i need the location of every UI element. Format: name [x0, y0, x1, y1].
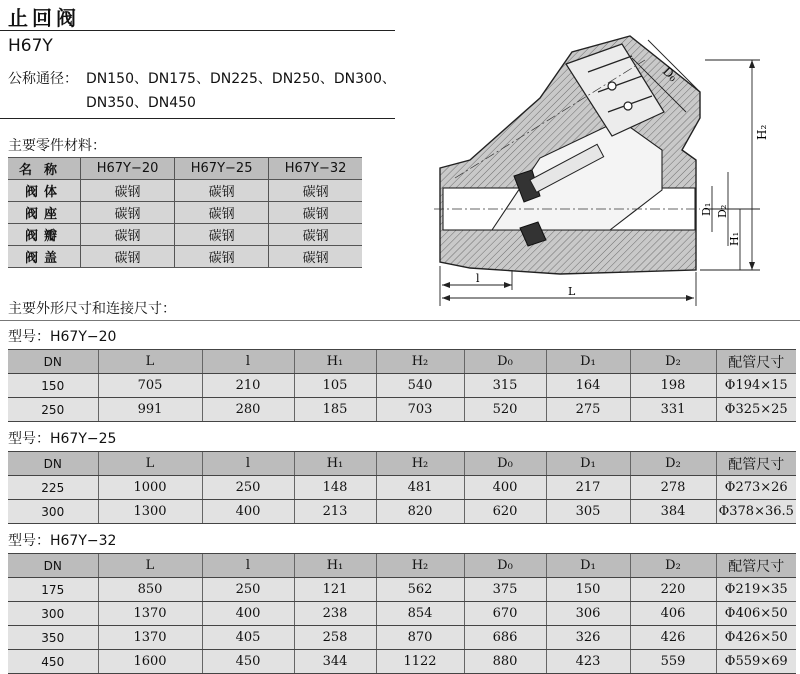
- column-header: D₂: [630, 350, 716, 374]
- cell: 300: [8, 500, 98, 524]
- label-h1: H₁: [728, 231, 741, 246]
- cell: 705: [98, 374, 202, 398]
- table-row: [8, 500, 796, 524]
- cell: 1370: [98, 602, 202, 626]
- cell: 306: [546, 602, 630, 626]
- cell: 400: [202, 500, 294, 524]
- cell: 870: [376, 626, 464, 650]
- nominal-diameter-values-1: DN150、DN175、DN225、DN250、DN300、: [86, 71, 396, 87]
- cell: 423: [546, 650, 630, 674]
- table-row: [8, 650, 796, 674]
- cell: 238: [294, 602, 376, 626]
- cell: 850: [98, 578, 202, 602]
- materials-row: [8, 246, 362, 268]
- materials-header-cell: H67Y−32: [269, 158, 362, 180]
- cell: 1000: [98, 476, 202, 500]
- cell: 121: [294, 578, 376, 602]
- material-cell: 碳钢: [175, 246, 269, 268]
- cell: 1300: [98, 500, 202, 524]
- column-header: DN: [8, 350, 98, 374]
- column-header: DN: [8, 554, 98, 578]
- column-header: D₁: [546, 452, 630, 476]
- dimension-header-row: [8, 554, 796, 578]
- cell: 105: [294, 374, 376, 398]
- part-name: 阀瓣: [8, 224, 81, 246]
- material-cell: 碳钢: [269, 224, 362, 246]
- part-name: 阀盖: [8, 246, 81, 268]
- column-header: DN: [8, 452, 98, 476]
- cell: 400: [202, 602, 294, 626]
- cell: 280: [202, 398, 294, 422]
- materials-row: [8, 224, 362, 246]
- materials-row: [8, 180, 362, 202]
- part-name: 阀体: [8, 180, 81, 202]
- cell: 300: [8, 602, 98, 626]
- label-l-small: l: [476, 272, 480, 285]
- cell: 426: [630, 626, 716, 650]
- column-header: L: [98, 452, 202, 476]
- cell: 481: [376, 476, 464, 500]
- cell: 225: [8, 476, 98, 500]
- table-row: [8, 626, 796, 650]
- cell: 250: [8, 398, 98, 422]
- cell: 305: [546, 500, 630, 524]
- dimension-header-row: [8, 452, 796, 476]
- column-header: D₀: [464, 554, 546, 578]
- cell: Φ378×36.5: [716, 500, 796, 524]
- cell: 384: [630, 500, 716, 524]
- cell: 258: [294, 626, 376, 650]
- cell: 185: [294, 398, 376, 422]
- cell: 670: [464, 602, 546, 626]
- materials-title: 主要零件材料：: [8, 138, 106, 154]
- model-label: 型号：H67Y−25: [8, 431, 117, 447]
- dimension-table: [8, 553, 796, 674]
- column-header: H₂: [376, 554, 464, 578]
- material-cell: 碳钢: [269, 246, 362, 268]
- cell: 175: [8, 578, 98, 602]
- table-row: [8, 398, 796, 422]
- materials-header-cell: 名称: [8, 158, 81, 180]
- valve-section-drawing: [430, 30, 800, 310]
- cell: 275: [546, 398, 630, 422]
- column-header: 配管尺寸: [716, 452, 796, 476]
- cell: Φ325×25: [716, 398, 796, 422]
- material-cell: 碳钢: [81, 180, 175, 202]
- model-code: H67Y: [8, 36, 53, 56]
- cell: Φ194×15: [716, 374, 796, 398]
- dimensions-title: 主要外形尺寸和连接尺寸：: [8, 301, 176, 317]
- cell: 854: [376, 602, 464, 626]
- cell: Φ406×50: [716, 602, 796, 626]
- material-cell: 碳钢: [81, 224, 175, 246]
- column-header: D₂: [630, 554, 716, 578]
- cell: 198: [630, 374, 716, 398]
- cell: 350: [8, 626, 98, 650]
- nominal-diameter-label: 公称通径：: [8, 71, 78, 87]
- cell: 559: [630, 650, 716, 674]
- column-header: D₀: [464, 350, 546, 374]
- material-cell: 碳钢: [81, 202, 175, 224]
- column-header: l: [202, 452, 294, 476]
- column-header: D₁: [546, 554, 630, 578]
- model-label: 型号：H67Y−20: [8, 329, 117, 345]
- label-l-big: L: [568, 285, 576, 298]
- cell: Φ559×69: [716, 650, 796, 674]
- cell: 315: [464, 374, 546, 398]
- material-cell: 碳钢: [269, 202, 362, 224]
- column-header: D₀: [464, 452, 546, 476]
- dimension-header-row: [8, 350, 796, 374]
- table-row: [8, 476, 796, 500]
- column-header: H₂: [376, 452, 464, 476]
- material-cell: 碳钢: [81, 246, 175, 268]
- material-cell: 碳钢: [175, 202, 269, 224]
- cell: 880: [464, 650, 546, 674]
- cell: 562: [376, 578, 464, 602]
- title-divider: [0, 30, 395, 31]
- column-header: 配管尺寸: [716, 554, 796, 578]
- material-cell: 碳钢: [175, 224, 269, 246]
- nominal-divider: [0, 118, 395, 119]
- column-header: l: [202, 554, 294, 578]
- cell: 278: [630, 476, 716, 500]
- cell: 620: [464, 500, 546, 524]
- cell: 686: [464, 626, 546, 650]
- cell: 450: [8, 650, 98, 674]
- table-row: [8, 602, 796, 626]
- label-h2: H₂: [755, 124, 769, 140]
- material-cell: 碳钢: [269, 180, 362, 202]
- cell: 210: [202, 374, 294, 398]
- cell: 331: [630, 398, 716, 422]
- cell: 1122: [376, 650, 464, 674]
- cell: 217: [546, 476, 630, 500]
- table-row: [8, 374, 796, 398]
- cell: 406: [630, 602, 716, 626]
- nominal-diameter-values-2: DN350、DN450: [86, 95, 196, 111]
- dimension-table: [8, 349, 796, 422]
- label-d0: D₀: [659, 64, 680, 85]
- column-header: D₁: [546, 350, 630, 374]
- page-title: 止回阀: [8, 6, 80, 30]
- part-name: 阀座: [8, 202, 81, 224]
- cell: 148: [294, 476, 376, 500]
- cell: 213: [294, 500, 376, 524]
- column-header: l: [202, 350, 294, 374]
- materials-header-cell: H67Y−20: [81, 158, 175, 180]
- cell: Φ273×26: [716, 476, 796, 500]
- column-header: H₁: [294, 452, 376, 476]
- cell: 344: [294, 650, 376, 674]
- dimension-table: [8, 451, 796, 524]
- cell: 991: [98, 398, 202, 422]
- cell: 405: [202, 626, 294, 650]
- cell: 375: [464, 578, 546, 602]
- label-d2: D₂: [716, 204, 729, 218]
- cell: 820: [376, 500, 464, 524]
- dimensions-divider: [0, 320, 800, 321]
- column-header: H₁: [294, 350, 376, 374]
- cell: 250: [202, 476, 294, 500]
- cell: Φ219×35: [716, 578, 796, 602]
- cell: 450: [202, 650, 294, 674]
- cell: 150: [8, 374, 98, 398]
- materials-row: [8, 202, 362, 224]
- cell: 1600: [98, 650, 202, 674]
- cell: 540: [376, 374, 464, 398]
- table-row: [8, 578, 796, 602]
- cell: 164: [546, 374, 630, 398]
- column-header: D₂: [630, 452, 716, 476]
- column-header: 配管尺寸: [716, 350, 796, 374]
- column-header: L: [98, 350, 202, 374]
- model-label: 型号：H67Y−32: [8, 533, 117, 549]
- material-cell: 碳钢: [175, 180, 269, 202]
- cell: Φ426×50: [716, 626, 796, 650]
- cell: 1370: [98, 626, 202, 650]
- cell: 150: [546, 578, 630, 602]
- cell: 703: [376, 398, 464, 422]
- cell: 326: [546, 626, 630, 650]
- cell: 400: [464, 476, 546, 500]
- cell: 250: [202, 578, 294, 602]
- cell: 220: [630, 578, 716, 602]
- column-header: H₂: [376, 350, 464, 374]
- column-header: H₁: [294, 554, 376, 578]
- materials-table: [8, 157, 362, 268]
- materials-header-row: [8, 158, 362, 180]
- label-d1: D₁: [700, 202, 713, 216]
- cell: 520: [464, 398, 546, 422]
- column-header: L: [98, 554, 202, 578]
- materials-header-cell: H67Y−25: [175, 158, 269, 180]
